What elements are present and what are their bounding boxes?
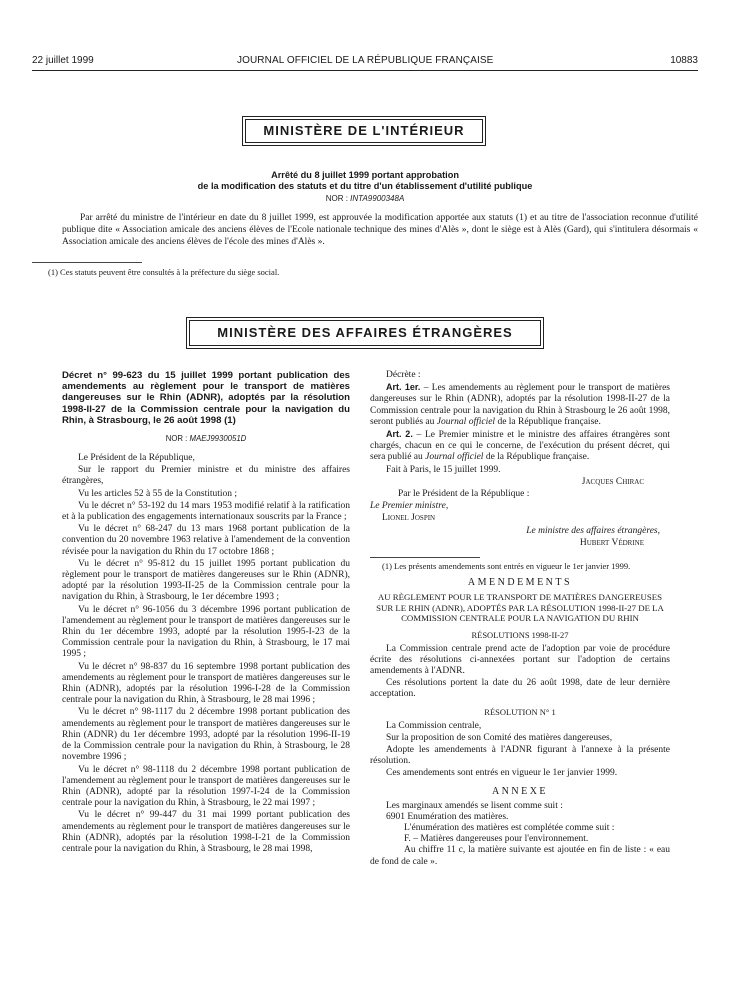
- article-1: [370, 382, 670, 428]
- article-1-end: de la République française.: [495, 416, 601, 427]
- footnote-rule: [32, 262, 142, 263]
- fait-a-paris: Fait à Paris, le 15 juillet 1999.: [386, 464, 501, 475]
- resolution-1-heading: RÉSOLUTION N° 1: [484, 706, 556, 717]
- header-journal-title: JOURNAL OFFICIEL DE LA RÉPUBLIQUE FRANÇAISE: [237, 55, 494, 66]
- signatory-president: Jacques Chirac: [581, 476, 644, 487]
- right-column: [370, 370, 670, 868]
- amendements-subheading: AU RÈGLEMENT POUR LE TRANSPORT DE MATIÈRES DANGEREUSES SUR LE RHIN (ADNR), ADOPTÉS PAR LA RÉSOLUTION 1998-II-27 DE LA COMMISSION CENTRALE POUR LA NAVIGATION DU RHIN: [376, 592, 664, 624]
- amendements-heading: AMENDEMENTS: [467, 577, 573, 589]
- annexe-line: Les marginaux amendés se lisent comme suit :: [386, 800, 563, 811]
- visa-paragraph: Vu le décret n° 98-1118 du 2 décembre 1998 portant publication de l'amendement au règlement pour le transport de matières dangereuses sur le Rhin (ADNR), adopté par la résolution 1997-I-24 de la Commission centrale pour la navigation du Rhin, à Strasbourg, le 22 mai 1997 ;: [62, 764, 350, 809]
- ministry-affaires-etrangeres-box: MINISTÈRE DES AFFAIRES ÉTRANGÈRES: [189, 320, 541, 346]
- article-2-jo: Journal officiel: [425, 452, 484, 463]
- visa-paragraph: Vu le décret n° 99-447 du 31 mai 1999 portant publication des amendements au règlement pour le transport de matières dangereuses sur le Rhin (ADNR), adoptés par la résolution 1998-I-21 de la Commission centrale pour la navigation du Rhin, à Strasbourg, le 28 mai 1998,: [62, 810, 350, 854]
- annexe-heading: ANNEXE: [491, 785, 549, 797]
- ministre-ae-name: Hubert Védrine: [579, 537, 644, 548]
- header-rule: [32, 70, 698, 71]
- arrete-footnote: (1) Ces statuts peuvent être consultés à la préfecture du siège social.: [48, 267, 280, 277]
- visa-paragraph: Vu le décret n° 96-1056 du 3 décembre 1996 portant publication de l'amendement au règlement pour le transport de matières dangereuses sur le Rhin du 1er décembre 1993, adopté par la résolution 1995-I-23 de la Commission centrale pour la navigation du Rhin, à Strasbourg, le 17 mai 1995 ;: [62, 604, 350, 660]
- decret-nor-code: MAEJ9930051D: [189, 434, 247, 444]
- arrete-title-line2: de la modification des statuts et du titre d'un établissement d'utilité publique: [197, 181, 533, 191]
- arrete-title: [130, 170, 600, 192]
- visa-paragraph: Sur le rapport du Premier ministre et du ministre des affaires étrangères,: [62, 465, 350, 487]
- par-le-president: Par le Président de la République :: [398, 489, 530, 500]
- annexe-line: 6901 Enumération des matières.: [386, 811, 509, 822]
- decret-nor: [62, 434, 350, 443]
- resolutions-paragraph: La Commission centrale prend acte de l'adoption par voie de procédure écrite des résolutions ci-annexées portant sur l'adoption de certains amendements à l'ADNR.: [370, 643, 670, 676]
- header-date: 22 juillet 1999: [32, 55, 94, 66]
- decret-title: Décret n° 99-623 du 15 juillet 1999 portant publication des amendements au règlement pour le transport de matières dangereuses sur le Rhin (ADNR), adoptés par la résolution 1998-II-27 de la Commission centrale pour la navigation du Rhin, à Strasbourg, le 26 août 1998 (1): [62, 370, 350, 426]
- ministre-ae-title: Le ministre des affaires étrangères,: [526, 525, 660, 536]
- annexe-sub-line: Au chiffre 11 c, la matière suivante est ajoutée en fin de liste : « eau de fond de cale ».: [370, 845, 670, 867]
- arrete-nor: [130, 194, 600, 203]
- visa-paragraph: Vu le décret n° 95-812 du 15 juillet 1995 portant publication du règlement pour le transport de matières dangereuses sur le Rhin (ADNR), adopté par la résolution 1993-II-25 de la Commission centrale pour la navigation du Rhin, à Strasbourg, le 1er décembre 1993 ;: [62, 558, 350, 603]
- arrete-body: Par arrêté du ministre de l'intérieur en date du 8 juillet 1999, est approuvée la modification apportée aux statuts (1) et au titre de l'association reconnue d'utilité publique dite « Association amicale des anciens élèves de l'Ecole nationale technique des mines d'Alès », dont le siège est à Alès (Gard), qui s'intitulera désormais « Association amicale des anciens élèves de l'école des mines d'Alès ».: [62, 213, 698, 247]
- resolution-1-paragraph: Ces amendements sont entrés en vigueur le 1er janvier 1999.: [386, 768, 618, 779]
- visa-paragraph: Vu le décret n° 98-837 du 16 septembre 1998 portant publication des amendements au règlement pour le transport de matières dangereuses sur le Rhin (ADNR), adoptés par la résolution 1996-I-28 de la Commission centrale pour la navigation du Rhin, à Strasbourg, le 28 mai 1996 ;: [62, 661, 350, 706]
- visa-paragraph: Vu les articles 52 à 55 de la Constitution ;: [78, 488, 238, 499]
- premier-ministre-title: Le Premier ministre,: [370, 501, 449, 512]
- article-1-label: Art. 1er.: [386, 382, 421, 393]
- arrete-nor-code: INTA9900348A: [350, 194, 405, 203]
- article-2: [370, 429, 670, 464]
- footnote-rule: [370, 557, 480, 558]
- arrete-nor-label: NOR :: [325, 194, 348, 203]
- ministry-interieur-box: MINISTÈRE DE L'INTÉRIEUR: [245, 119, 483, 143]
- resolutions-heading: RÉSOLUTIONS 1998-II-27: [471, 629, 569, 640]
- resolution-1-paragraph: Adopte les amendements à l'ADNR figurant à l'annexe à la présente résolution.: [370, 744, 670, 767]
- article-1-text: – Les amendements au règlement pour le transport de matières dangereuses sur le Rhin (ADNR), adoptés par la résolution 1998-II-27 de la Commission centrale pour la navigation du Rhin à Strasbourg le 26 août 1998, seront publiés au: [370, 383, 670, 427]
- arrete-title-line1: Arrêté du 8 juillet 1999 portant approbation: [271, 170, 459, 180]
- page-header: [32, 55, 698, 71]
- decrete-label: Décrète :: [386, 370, 421, 380]
- visas-list: [62, 453, 350, 855]
- article-2-text: – Le Premier ministre et le ministre des affaires étrangères sont chargés, chacun en ce qui le concerne, de l'exécution du présent décret, qui sera publié au: [370, 430, 670, 463]
- resolutions-paragraph: Ces résolutions portent la date du 26 août 1998, date de leur dernière acceptation.: [370, 678, 670, 700]
- resolution-1-paragraph: La Commission centrale,: [386, 720, 482, 731]
- visa-paragraph: Vu le décret n° 53-192 du 14 mars 1953 modifié relatif à la ratification et à la publication des engagements internationaux souscrits par la France ;: [62, 500, 350, 523]
- article-1-jo: Journal officiel: [436, 416, 496, 427]
- visa-paragraph: Vu le décret n° 68-247 du 13 mars 1968 portant publication de la convention du 20 novembre 1963 relative à l'amendement de la convention révisée pour la navigation du Rhin du 17 octobre 1868 ;: [62, 524, 350, 557]
- visa-paragraph: Vu le décret n° 98-1117 du 2 décembre 1998 portant publication des amendements au règlement pour le transport de matières dangereuses sur le Rhin (ADNR) du 1er décembre 1993, adopté par la résolution 1996-II-19 de la Commission centrale pour la navigation du Rhin, à Strasbourg, le 28 novembre 1996 ;: [62, 707, 350, 763]
- article-2-end: de la République française.: [483, 452, 590, 463]
- decret-footnote: (1) Les présents amendements sont entrés en vigueur le 1er janvier 1999.: [382, 561, 631, 572]
- header-page-number: 10883: [670, 55, 698, 66]
- annexe-sub-line: F. – Matières dangereuses pour l'environnement.: [404, 834, 589, 845]
- decret-nor-label: NOR :: [165, 434, 188, 444]
- resolution-1-paragraph: Sur la proposition de son Comité des matières dangereuses,: [386, 732, 613, 743]
- spacer: [62, 443, 350, 453]
- left-column: [62, 370, 350, 855]
- article-2-label: Art. 2.: [386, 429, 413, 440]
- annexe-sub-line: L'énumération des matières est complétée comme suit :: [404, 822, 615, 833]
- visa-paragraph: Le Président de la République,: [78, 453, 195, 464]
- premier-ministre-name: Lionel Jospin: [382, 513, 436, 524]
